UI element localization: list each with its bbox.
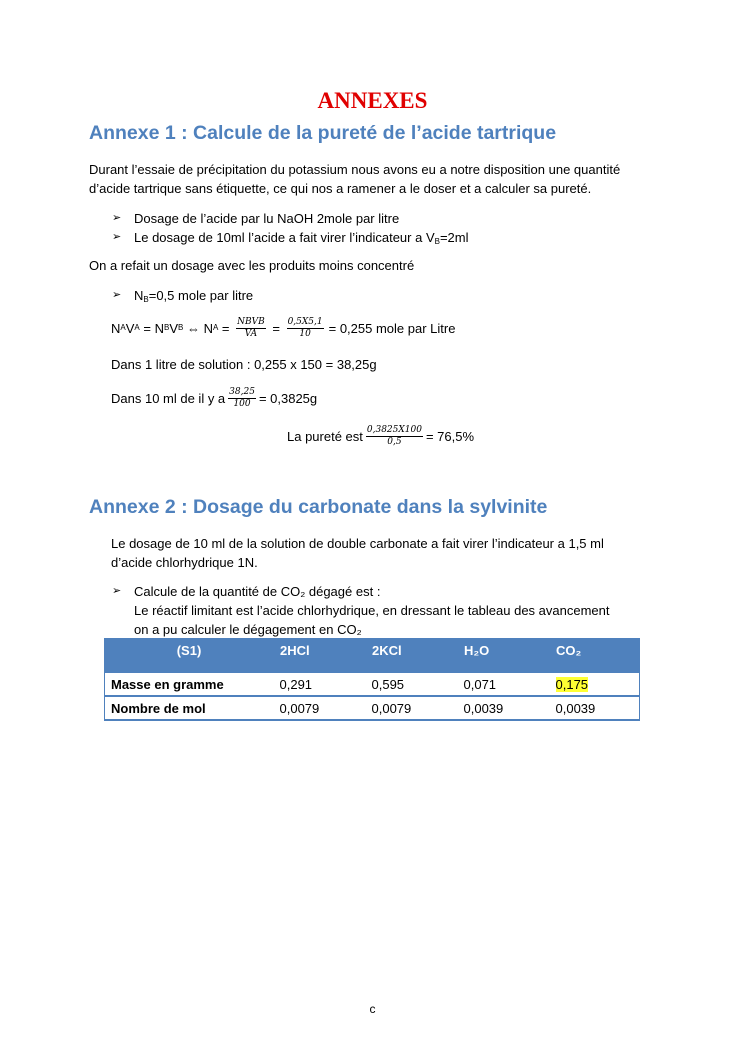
arrow-bullet-icon: ➢ — [112, 289, 122, 301]
text: = 0,3825g — [258, 390, 318, 406]
annexe1-bullet-1 — [112, 209, 400, 228]
fraction-numerator: NBVB — [237, 316, 265, 327]
fraction-denominator: 10 — [299, 328, 311, 339]
annexe1-equation: N A V A = N B V B ⇔ N A = $\frac{\text{NBVB}}{VA}$ = $\frac{0,5X5,1}{10}$ = 0,255 mole par Litre — [111, 316, 456, 339]
bullet-text-pre: Le dosage de 10ml l’acide a fait virer l’indicateur a V — [134, 230, 435, 245]
fraction-numerator: 38,25 — [229, 386, 255, 397]
fraction-denominator: VA — [244, 328, 258, 339]
fraction-denominator: 0,5 — [387, 436, 402, 447]
fraction-nbvb-va — [236, 317, 266, 340]
eq-n: N — [203, 320, 213, 336]
carbonate-table — [104, 638, 640, 721]
iff-symbol: ⇔ — [183, 320, 204, 336]
highlighted-value: 0,175 — [555, 677, 589, 692]
bullet-line-2: Le réactif limitant est l’acide chlorhydrique, en dressant le tableau des avancement — [134, 603, 610, 618]
annexe1-intro-line1: Durant l’essaie de précipitation du potassium nous avons eu a notre disposition une quantité — [89, 162, 621, 177]
table-header-cell: H₂O — [458, 639, 550, 673]
fraction-numerator: 0,3825X100 — [366, 424, 422, 435]
table-cell: 0,0079 — [274, 696, 366, 720]
table-header-cell: (S1) — [105, 639, 274, 673]
eq-sign: = — [218, 320, 234, 336]
bullet-line-3: on a pu calculer le dégagement en CO₂ — [134, 622, 362, 637]
subscript: B — [434, 237, 440, 246]
eq-v: V — [169, 320, 178, 336]
bullet-text-pre: N — [134, 288, 144, 303]
annexe2-bullet — [112, 582, 610, 639]
text: = 76,5% — [425, 428, 475, 444]
table-header-cell: 2KCl — [366, 639, 458, 673]
table-cell: 0,0039 — [458, 696, 550, 720]
annexe1-purity-line — [287, 421, 474, 451]
row-label: Nombre de mol — [105, 696, 274, 720]
bullet-text-post: =0,5 mole par litre — [148, 288, 254, 303]
text: La pureté est — [287, 428, 363, 444]
table-cell: 0,0039 — [550, 696, 640, 720]
table-header-row — [105, 639, 640, 673]
table-row — [105, 696, 640, 720]
row-label: Masse en gramme — [105, 673, 274, 697]
fraction-denominator: 100 — [233, 398, 251, 409]
bullet-text-post: =2ml — [439, 230, 469, 245]
subscript: B — [143, 295, 149, 304]
annexe2-intro-line2: d’acide chlorhydrique 1N. — [111, 555, 258, 570]
arrow-bullet-icon: ➢ — [112, 212, 122, 224]
page-title: ANNEXES — [317, 88, 428, 113]
annexe1-bullet-2 — [112, 228, 469, 247]
eq-sign: = — [139, 320, 155, 336]
fraction-mass — [228, 387, 256, 410]
bullet-text: Dosage de l’acide par lu NaOH 2mole par litre — [134, 211, 400, 226]
table-cell: 0,291 — [274, 673, 366, 697]
eq-n: N — [154, 320, 164, 336]
fraction-values — [287, 317, 324, 340]
annexe2-intro-line1: Le dosage de 10 ml de la solution de double carbonate a fait virer l’indicateur a 1,5 ml — [111, 536, 604, 551]
fraction-numerator: 0,5X5,1 — [287, 316, 323, 327]
eq-result: = 0,255 mole par Litre — [328, 320, 456, 336]
page-footer: c — [369, 1002, 376, 1016]
annexe2-heading: Annexe 2 : Dosage du carbonate dans la sylvinite — [89, 496, 548, 518]
annexe1-intro-line2: d’acide tartrique sans étiquette, ce qui nos a ramener a le doser et a calculer sa pureté. — [89, 181, 592, 196]
annexe1-redo-line: On a refait un dosage avec les produits moins concentré — [89, 258, 415, 273]
eq-v: V — [125, 320, 135, 336]
table-row — [105, 673, 640, 697]
table-cell: 0,071 — [458, 673, 550, 697]
table-cell — [550, 673, 640, 697]
arrow-bullet-icon: ➢ — [112, 585, 122, 597]
eq-n: N — [111, 320, 121, 336]
annexe1-litre-line: Dans 1 litre de solution : 0,255 x 150 = 38,25g — [111, 357, 377, 372]
arrow-bullet-icon: ➢ — [112, 231, 122, 243]
annexe1-ml-line — [111, 383, 317, 413]
annexe1-heading: Annexe 1 : Calcule de la pureté de l’acide tartrique — [89, 122, 557, 144]
table-header-cell: 2HCl — [274, 639, 366, 673]
table-cell: 0,595 — [366, 673, 458, 697]
fraction-purity — [366, 425, 423, 448]
annexe1-bullet-3 — [112, 286, 254, 305]
bullet-line-1: Calcule de la quantité de CO₂ dégagé est : — [134, 584, 381, 599]
text: Dans 10 ml de il y a — [111, 390, 226, 406]
table-header-cell: CO₂ — [550, 639, 640, 673]
table-cell: 0,0079 — [366, 696, 458, 720]
eq-sign: = — [268, 320, 284, 336]
